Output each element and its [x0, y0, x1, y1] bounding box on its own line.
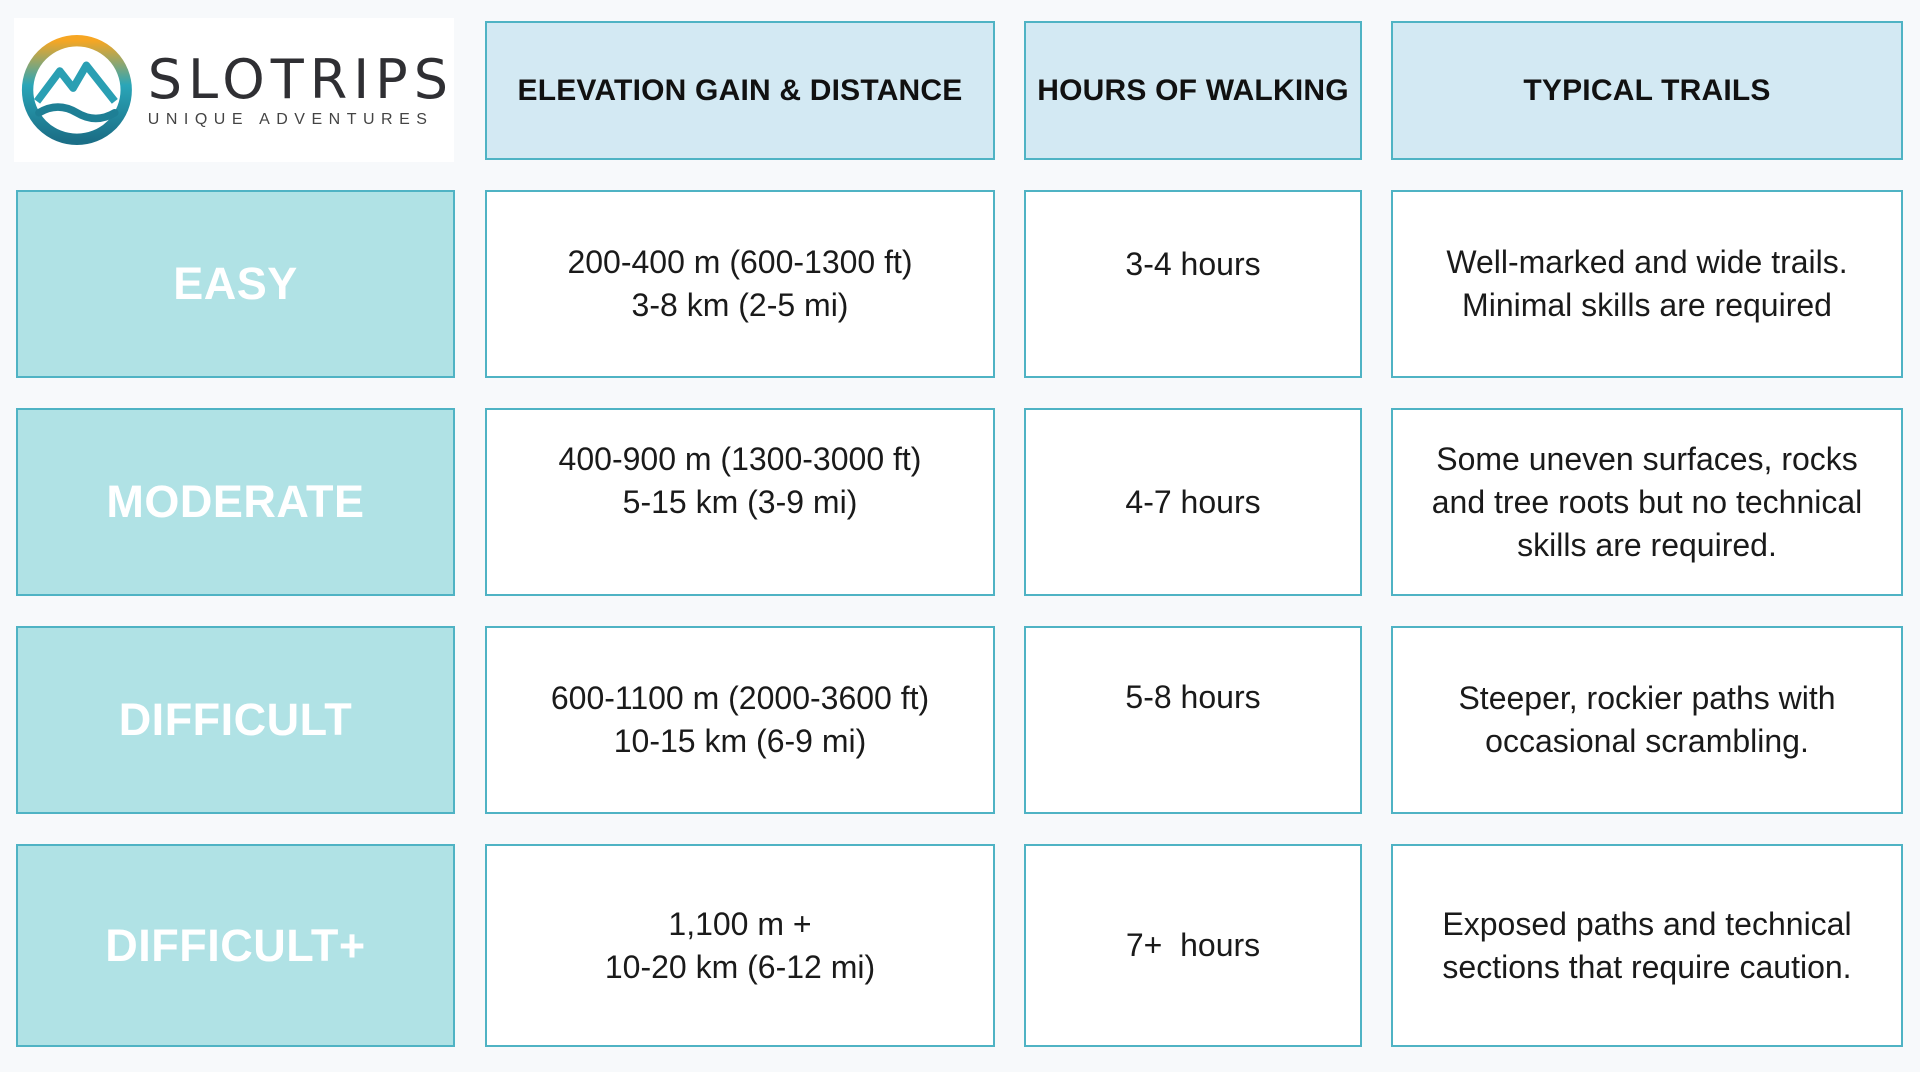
- hours-text: 7+ hours: [1125, 927, 1261, 963]
- elevation-text: 1,100 m + 10-20 km (6-12 mi): [604, 905, 876, 985]
- difficult-plus-hours: [1024, 844, 1362, 1047]
- moderate-hours: [1024, 408, 1362, 596]
- difficult-elevation: [485, 626, 995, 814]
- header-elevation-label: ELEVATION GAIN & DISTANCE: [517, 73, 963, 107]
- hours-text: 4-7 hours: [1125, 483, 1261, 520]
- difficult-plus-elevation: [485, 844, 995, 1047]
- trails-text: Steeper, rockier paths with occasional scrambling.: [1458, 680, 1836, 759]
- header-trails: [1391, 21, 1903, 160]
- hours-text: 5-8 hours: [1125, 679, 1261, 715]
- easy-hours: [1024, 190, 1362, 378]
- level-difficult-plus: [16, 844, 455, 1047]
- elevation-text: 600-1100 m (2000-3600 ft) 10-15 km (6-9 mi): [550, 680, 930, 759]
- header-trails-label: TYPICAL TRAILS: [1523, 73, 1771, 107]
- level-label: EASY: [173, 258, 298, 309]
- hours-text: 3-4 hours: [1125, 246, 1261, 282]
- elevation-text: 400-900 m (1300-3000 ft) 5-15 km (3-9 mi): [558, 441, 922, 520]
- brand-text: [147, 48, 454, 129]
- level-easy: [16, 190, 455, 378]
- easy-elevation: [485, 190, 995, 378]
- trails-text: Exposed paths and technical sections that require caution.: [1442, 905, 1852, 985]
- moderate-elevation: [485, 408, 995, 596]
- easy-trails: [1391, 190, 1903, 378]
- level-moderate: [16, 408, 455, 596]
- trails-text: Well-marked and wide trails. Minimal skills are required: [1446, 244, 1848, 323]
- brand-name: SLOTRIPS: [147, 48, 454, 111]
- brand-tagline: UNIQUE ADVENTURES: [147, 111, 434, 128]
- difficult-hours: [1024, 626, 1362, 814]
- difficult-trails: [1391, 626, 1903, 814]
- mountain-wave-icon: [20, 30, 134, 150]
- brand-logo: [14, 18, 454, 162]
- level-label: DIFFICULT: [118, 694, 353, 745]
- moderate-trails: [1391, 408, 1903, 596]
- trails-text: Some uneven surfaces, rocks and tree roots but no technical skills are required.: [1431, 440, 1863, 563]
- level-difficult: [16, 626, 455, 814]
- elevation-text: 200-400 m (600-1300 ft) 3-8 km (2-5 mi): [567, 244, 913, 323]
- level-label: MODERATE: [106, 476, 365, 527]
- header-hours-label: HOURS OF WALKING: [1037, 73, 1349, 107]
- header-hours: [1024, 21, 1362, 160]
- level-label: DIFFICULT+: [105, 919, 366, 971]
- difficult-plus-trails: [1391, 844, 1903, 1047]
- header-elevation: [485, 21, 995, 160]
